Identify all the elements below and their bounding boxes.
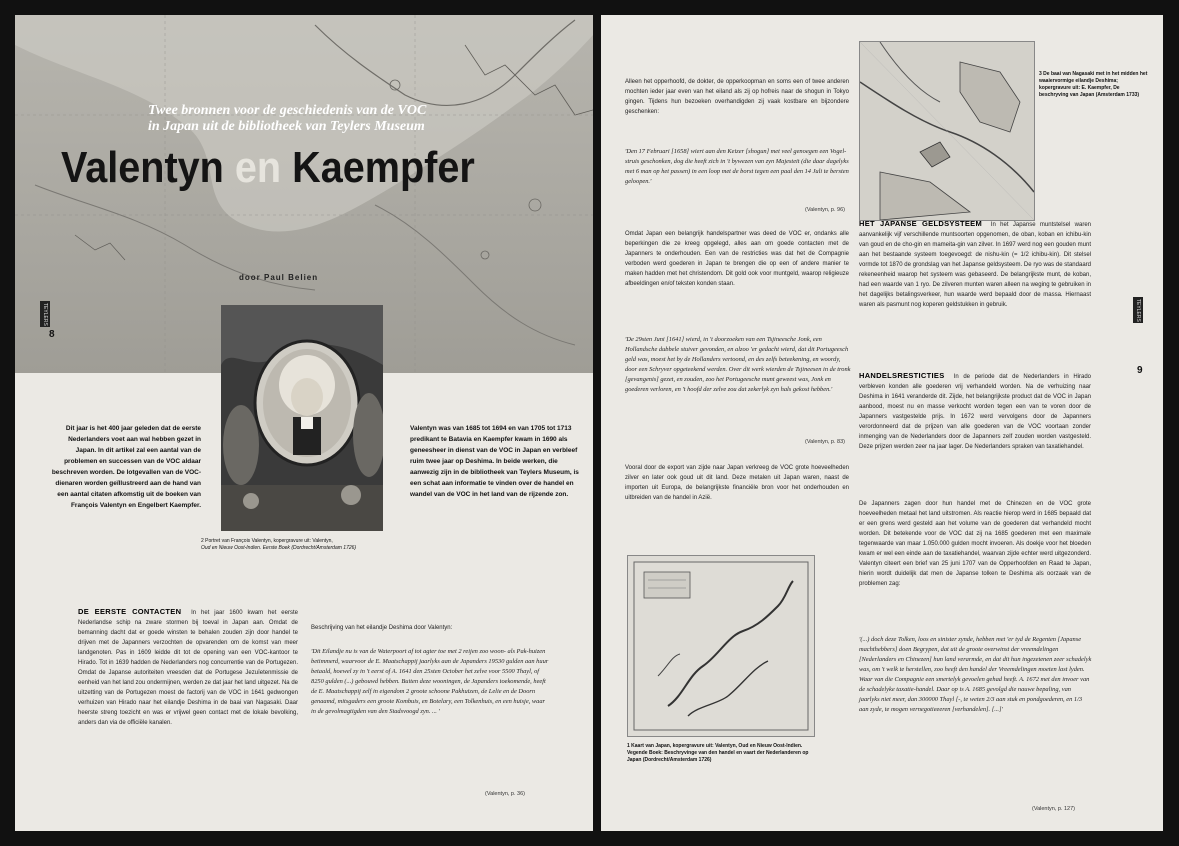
- ostrich-quote: 'Den 17 Februari [1658] wiert aan den Keizer [shogun] met veel genoegen een Vogel-struis geschonken, dog die heeft zich in 't bywezen van zyn Majesteit (die daar dagelyks met 6 man op het passen) in een loop met de borst tegen een paal den 14 Juli te bersten geloopen.': [625, 148, 849, 185]
- title-part-2: en: [234, 143, 282, 192]
- section-body-eerste-contacten: In het jaar 1600 kwam het eerste Nederlandse schip na zware stormen bij toeval in Japan aan. Omdat de bemanning dacht dat er goede winsten te behalen zouden zijn door handel te drijven met de Japanners verzochten de opvarenden om de komst van meer landgenoten. Pas in 1609 leidde dit tot de opening van een VOC-kantoor te Hirado. Tot in 1639 hadden de Nederlanders nog concurrentie van de Portugezen. Omdat de Japanse autoriteiten vreesden dat de Portugese Jezuïetenmissie de eenheid van het land zou ondermijnen, werden ze dat jaar het land uitgezet. Na de uitzetting van de Portugezen moest de factorij van de VOC in 1641 gedwongen verhuizen van Hirado naar het eilandje Deshima in de baai van Nagasaki. Daar heerste streng toezicht en was er vrijwel geen contact met de lokale bevolking, anders dan via de officiële kanalen.: [78, 610, 298, 726]
- japan-map-image: [627, 555, 815, 737]
- export-paragraph: Vooral door de export van zijde naar Japan verkreeg de VOC grote hoeveelheden zilver en later ook goud uit dit land. Deze metalen uit Japan waren, naast de importen uit Europa, de belangrijkste financiële bron voor het onderhouden en uitbreiden van de handel in Azië.: [625, 465, 849, 501]
- teylers-tab: TEYLERS: [42, 302, 48, 326]
- section-eerste-contacten: [78, 607, 298, 728]
- deshima-intro: Beschrijving van het eilandje Deshima door Valentyn:: [311, 625, 453, 631]
- section-geldsysteem: [859, 219, 1091, 310]
- deshima-source: (Valentyn, p. 36): [485, 791, 525, 797]
- byline: door Paul Belien: [239, 273, 319, 282]
- ostrich-quote-source: (Valentyn, p. 96): [805, 207, 845, 213]
- page-number: 8: [49, 329, 55, 340]
- right-page: [601, 15, 1163, 831]
- intro-left: Dit jaar is het 400 jaar geleden dat de eerste Nederlanders voet aan wal hebben gezet in Japan. In dit artikel zal een aantal van de problemen en successen van de VOC aldaar beschreven worden. De lotgevallen van de VOC-dienaren worden geïllustreerd aan de hand van een aantal citaten afkomstig uit de boeken van François Valentyn en Engelbert Kaempfer.: [51, 425, 201, 509]
- teylers-tab-right: TEYLERS: [1135, 298, 1141, 322]
- hofreis-paragraph: Alleen het opperhoofd, de dokter, de opperkoopman en soms een of twee anderen mochten ieder jaar even van het eiland als zij op hofreis naar de shogun in Tokyo gingen. Tijdens hun bezoeken overhandigden zij vaak kostbare en bijzondere geschenken:: [625, 79, 849, 115]
- tolken-quote-source: (Valentyn, p. 127): [1031, 806, 1075, 812]
- subtitle-line-2: in Japan uit de bibliotheek van Teylers Museum: [148, 119, 425, 134]
- tolken-quote: '(...) doch deze Tolken, loos en sinister zynde, hebben met 'er tyd de Regenten [Japanse machthebbers] doen Begrypen, dat uit de groote overwinst der vreemdelingen [Nederlanders en Chinezen] hun land verarmde, en dat dit hun ingezetenen zeer schadelyk was, om 't welk te herstellen, zoo heeft den handel der Vreemdelingen moeten last lyden. Waar van die Compagnie een smertelyk gevoelen gehad heeft. A. 1672 met den invoer van de schadelyke taxatie-handel. Daar op is A. 1685 gevolgd die nauwe bepaling, van jaarlyks niet meer, dan 300000 Thayl [-, te weten 2/3 aan stuk en pondgoederen, en 1/3 aan zyde, te mogen vernegotieeeren [verhandelen]. [...]': [859, 636, 1092, 713]
- japan-map-caption: 1 Kaart van Japan, kopergravure uit: Valentyn, Oud en Nieuw Oost-Indien. Vegende Boek: Beschryvinge van den handel en vaart der Nederlanderen op Japan (Dordrecht/Amsterdam 1726): [627, 743, 809, 763]
- left-page: [15, 15, 593, 831]
- section-heading-eerste-contacten: DE EERSTE CONTACTEN: [78, 607, 182, 616]
- portrait-caption-line-2: Oud en Nieuw Oost-Indien. Eerste Boek (Dordrecht/Amsterdam 1726): [201, 545, 357, 551]
- intro-right: Valentyn was van 1685 tot 1694 en van 1705 tot 1713 predikant te Batavia en Kaempfer kwam in 1690 als geneesheer in dienst van de VOC in Japan en verbleef ruim twee jaar op Deshima. In beide werken, die aanwezig zijn in de bibliotheek van Teylers Museum, is een schat aan informatie te vinden over de handel en wandel van de VOC in het land van de rijzende zon.: [410, 425, 579, 498]
- section-handelsrestricties: [859, 371, 1091, 452]
- section-body-geldsysteem: In het Japanse muntstelsel waren aanvankelijk vijf verschillende muntsoorten opgenomen, de oban, koban en ichibu-kin van goud en de cho-gin en mameita-gin van zilver. In 1697 werd nog een gouden munt aan het bestaande systeem toegevoegd: de nishu-kin (= 1/2 ichibu-kin). Dit stelsel vormde tot 1870 de grondslag van het Japanse geldsysteem. De ryo was de standaard rekeneenheid waarop het systeem was gebaseerd. De belangrijkste munt, de koban, had een waarde van 1 ryo. De zilveren munten waren alleen na weging te gebruiken in het dagelijks betalingsverkeer, hun waarde werd bepaald door de massa. Hiernaast waren als pasmunt nog koperen geldstukken in gebruik.: [859, 222, 1091, 308]
- coin-quote-source: (Valentyn, p. 83): [805, 439, 845, 445]
- portrait-image: [221, 305, 383, 531]
- nagasaki-bay-image: [859, 41, 1035, 221]
- restricties-paragraph: Omdat Japan een belangrijk handelspartner was deed de VOC er, ondanks alle beperkingen die ze kreeg opgelegd, alles aan om goede contacten met de Japanners te onderhouden. Een van de restricties was dat het de Compagnie verboden werd goederen in Japan te brengen die op een of andere manier te maken hadden met het christendom. Dit gold ook voor muntgeld, waarop religieuze afbeeldingen en/of teksten konden staan.: [625, 231, 849, 287]
- section-body-handelsrestricties: In de periode dat de Nederlanders in Hirado verbleven konden alle goederen vrij verhandeld worden. Na de verhuizing naar Deshima in 1641 veranderde dit. Zijde, het belangrijkste product dat de VOC in Japan aanbood, moest nu en masse verkocht worden tegen een van te voren door de Japanners vastgestelde prijs. In 1672 werd vervolgens door de Japanners verordonneerd dat de prijzen van alle goederen van de VOC voortaan zonder inmenging van de Nederlanders door de Japanners zelf zouden worden vastgesteld. Deze prijzen werden zeer na jaar lager. De Nederlanders spraken van taxatiehandel.: [859, 374, 1091, 450]
- title-part-1: Valentyn: [61, 143, 235, 192]
- nagasaki-bay-caption: 3 De baai van Nagasaki met in het midden het waaiervormige eilandje Deshima; kopergravure uit: E. Kaempfer, De beschryving van Japan (Amsterdam 1733): [1039, 71, 1148, 98]
- subtitle-line-1: Twee bronnen voor de geschiedenis van de VOC: [148, 103, 427, 118]
- tolken-paragraph: De Japanners zagen door hun handel met de Chinezen en de VOC grote hoeveelheden metaal het land uitstromen. Als reactie hierop werd in 1685 bepaald dat er een grens werd gesteld aan het volume van de goederen dat verhandeld mocht worden. Dit betekende voor de VOC dat zij na 1685 goederen met een maximale tegenwaarde van maar 1.050.000 gulden mocht invoeren. Als doekje voor het bloeden kwam er wel een einde aan de taxatiehandel, waarvan zijde echter werd uitgezonderd. Valentyn citeert een brief van 25 juni 1707 van de Opperhoofden en Raad te Japan, hierin wordt duidelijk dat men de Japanse tolken te Deshima als oorzaak van de problemen zag:: [859, 501, 1091, 587]
- title-part-3: Kaempfer: [281, 143, 475, 192]
- coin-quote: 'De 29sten Juni [1641] wierd, in 't doorzoeken van een Tsjineesche Jonk, een Hollandsche dubbele stuiver gevonden, en alzoo 'er gedacht wierd, dat dit Portugeesch geld was, moest het by de Hollanders vertoond, en des zelfs beteekening, en woordy, door een Schryver opgeteekend werden. Over dit werk wierden de Tsjineesen in de tronk [gevangenis] gezet, en zouden, zoo het Portugeesche munt geweest was, Jonk en goederen verloren, en 't hoofd der zelve zou dat zekerlyk zyn hals gekost hebben.': [625, 336, 851, 393]
- portrait-caption: [201, 538, 401, 552]
- page-number-right: 9: [1137, 365, 1143, 376]
- section-heading-geldsysteem: HET JAPANSE GELDSYSTEEM: [859, 219, 983, 228]
- article-title: [61, 143, 475, 193]
- deshima-quote: 'Dit Eilandje nu is van de Waterpoort af tot agter toe met 2 reijen zoo woon- als Pak-huizen betimmerd, waarvoor de E. Maatschappij jaarlyks aan de Japanders 19530 gulden aan huur betaald, hoewel zy in 't eerst of A. 1641 den 25sten October het zelve voor 5500 Thayl, of 8250 gulden (...) gebouwd hebben. Buiten deze wooningen, de Japanders toekomende, heeft de E. Maatschappij zelf in eigendom 2 groote schoone Pakhuizen, de Lelie en de Doorn genaamd, mitsgaders een groote Kombuis, en Botelary, een Tolkenhuis, en een huisje, waar in de gevolmagtigden van den Stadsvoogd zyn. ... ': [311, 648, 549, 715]
- portrait-caption-line-1: 2 Portret van François Valentyn, kopergravure uit: Valentyn,: [201, 538, 333, 544]
- section-heading-handelsrestricties: HANDELSRESTICTIES: [859, 371, 945, 380]
